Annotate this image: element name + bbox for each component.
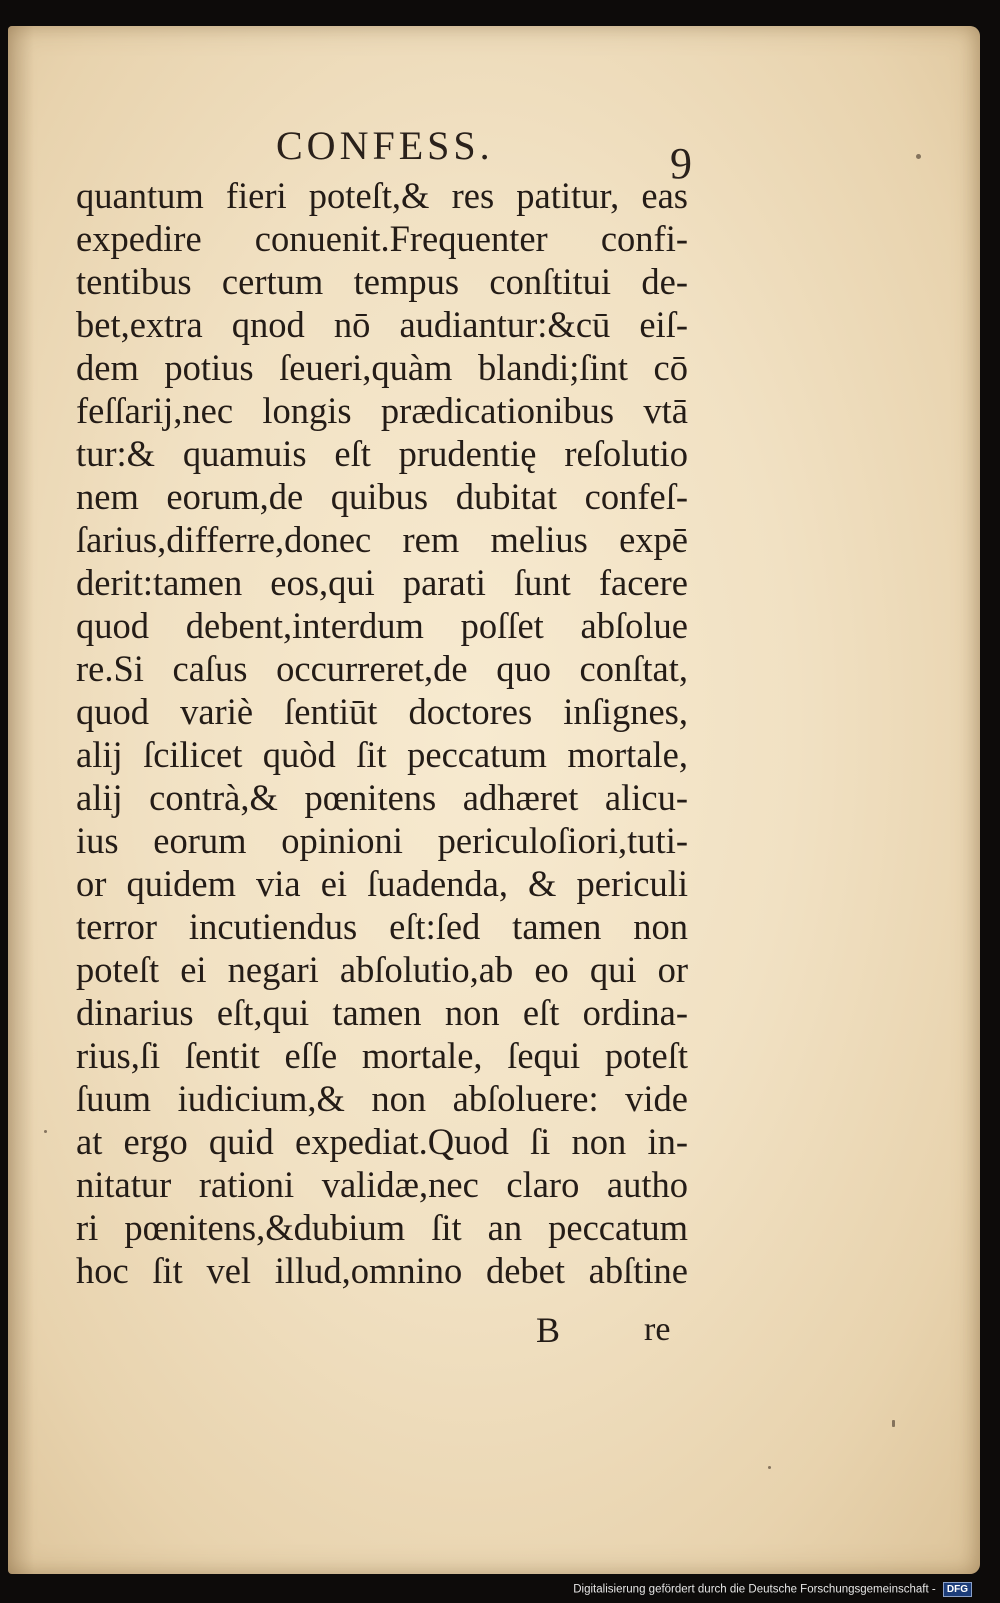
credit-text: Digitalisierung gefördert durch die Deutsche Forschungsgemeinschaft -: [573, 1583, 936, 1596]
text-line: quantum fieri poteſt,& res patitur, eas: [76, 175, 688, 216]
dfg-logo: DFG: [943, 1582, 972, 1597]
paper-speck: [916, 154, 921, 159]
text-line: hoc ſit vel illud,omnino debet abſtine: [76, 1250, 688, 1291]
text-line: dem potius ſeueri,quàm blandi;ſint cō: [76, 347, 688, 388]
text-line: feſſarij,nec longis prædicationibus vtā: [76, 390, 688, 431]
text-line: bet,extra qnod nō audiantur:&cū eiſ-: [76, 304, 688, 345]
text-line: ri pœnitens,&dubium ſit an peccatum: [76, 1207, 688, 1248]
text-line: quod variè ſentiūt doctores inſignes,: [76, 691, 688, 732]
text-line: at ergo quid expediat.Quod ſi non in-: [76, 1121, 688, 1162]
body-text: [76, 174, 688, 1292]
running-head: CONFESS.: [276, 123, 494, 168]
paper-speck: [768, 1466, 771, 1469]
text-line: or quidem via ei ſuadenda, & periculi: [76, 863, 688, 904]
signature-mark: B: [536, 1310, 561, 1350]
book-page: [8, 26, 980, 1574]
text-line: terror incutiendus eſt:ſed tamen non: [76, 906, 688, 947]
text-line: dinarius eſt,qui tamen non eſt ordina-: [76, 992, 688, 1033]
text-line: ſarius,differre,donec rem melius expē: [76, 519, 688, 560]
text-line: derit:tamen eos,qui parati ſunt facere: [76, 562, 688, 603]
paper-speck: [892, 1420, 895, 1427]
text-line: ius eorum opinioni periculoſiori,tuti-: [76, 820, 688, 861]
text-line: nem eorum,de quibus dubitat confeſ-: [76, 476, 688, 517]
text-line: re.Si caſus occurreret,de quo conſtat,: [76, 648, 688, 689]
text-line: nitatur rationi validæ,nec claro autho: [76, 1164, 688, 1205]
text-line: rius,ſi ſentit eſſe mortale, ſequi poteſt: [76, 1035, 688, 1076]
page-number: 9: [670, 139, 692, 188]
text-line: ſuum iudicium,& non abſoluere: vide: [76, 1078, 688, 1119]
text-line: expedire conuenit.Frequenter confi-: [76, 218, 688, 259]
text-line: tentibus certum tempus conſtitui de-: [76, 261, 688, 302]
text-line: alij contrà,& pœnitens adhæret alicu-: [76, 777, 688, 818]
text-line: poteſt ei negari abſolutio,ab eo qui or: [76, 949, 688, 990]
text-line: alij ſcilicet quòd ſit peccatum mortale,: [76, 734, 688, 775]
text-line: tur:& quamuis eſt prudentię reſolutio: [76, 433, 688, 474]
paper-speck: [44, 1130, 47, 1133]
catchword: re: [644, 1311, 671, 1348]
text-line: quod debent,interdum poſſet abſolue: [76, 605, 688, 646]
digitization-credit: [573, 1582, 972, 1597]
